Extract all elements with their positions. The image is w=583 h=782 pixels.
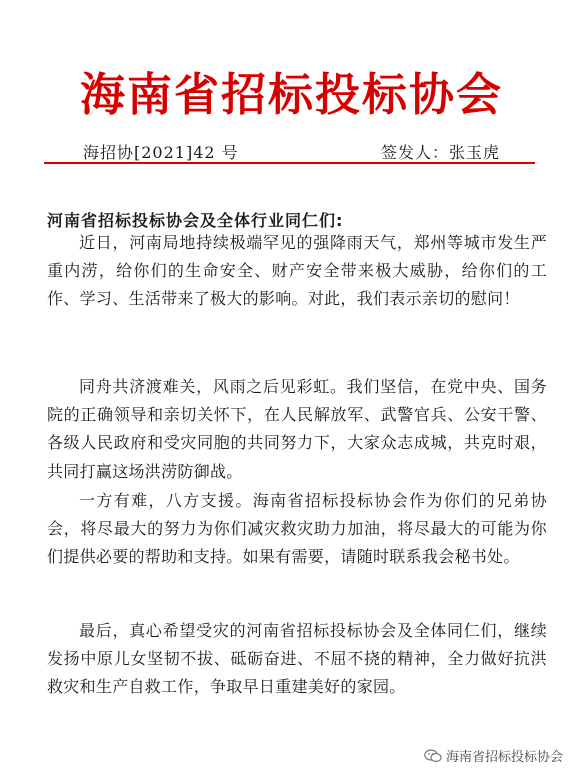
letter-paragraph: 近日，河南局地持续极端罕见的强降雨天气，郑州等城市发生严重内涝，给你们的生命安全、财产安全带来极大威胁，给你们的工作、学习、生活带来了极大的影响。对此，我们表示亲切的慰问！ [47, 233, 547, 309]
wechat-official-account-icon [424, 749, 442, 763]
signer: 签发人：张玉虎 [381, 143, 501, 162]
letter-paragraph: 一方有难，八方支援。海南省招标投标协会作为你们的兄弟协会，将尽最大的努力为你们减灾救灾助力加油，将尽最大的可能为你们提供必要的帮助和支持。如果有需要，请随时联系我会秘书处。 [47, 491, 547, 567]
letter-paragraph: 最后，真心希望受灾的河南省招标投标协会及全体同仁们，继续发扬中原儿女坚韧不拔、砥砺奋进、不屈不挠的精神，全力做好抗洪救灾和生产自救工作，争取早日重建美好的家园。 [47, 621, 547, 697]
wechat-account-name: 海南省招标投标协会 [446, 750, 564, 765]
red-divider [44, 162, 535, 164]
document-number: 海招协[2021]42 号 [83, 143, 239, 162]
org-title: 海南省招标投标协会 [79, 68, 503, 121]
letter-paragraph: 同舟共济渡难关，风雨之后见彩虹。我们坚信，在党中央、国务院的正确领导和亲切关怀下，在人民解放军、武警官兵、公安干警、各级人民政府和受灾同胞的共同努力下，大家众志成城，共克时艰，共同打赢这场洪涝防御战。 [47, 377, 547, 481]
salutation: 河南省招标投标协会及全体行业同仁们: [47, 211, 344, 230]
wechat-account-watermark [424, 746, 563, 765]
